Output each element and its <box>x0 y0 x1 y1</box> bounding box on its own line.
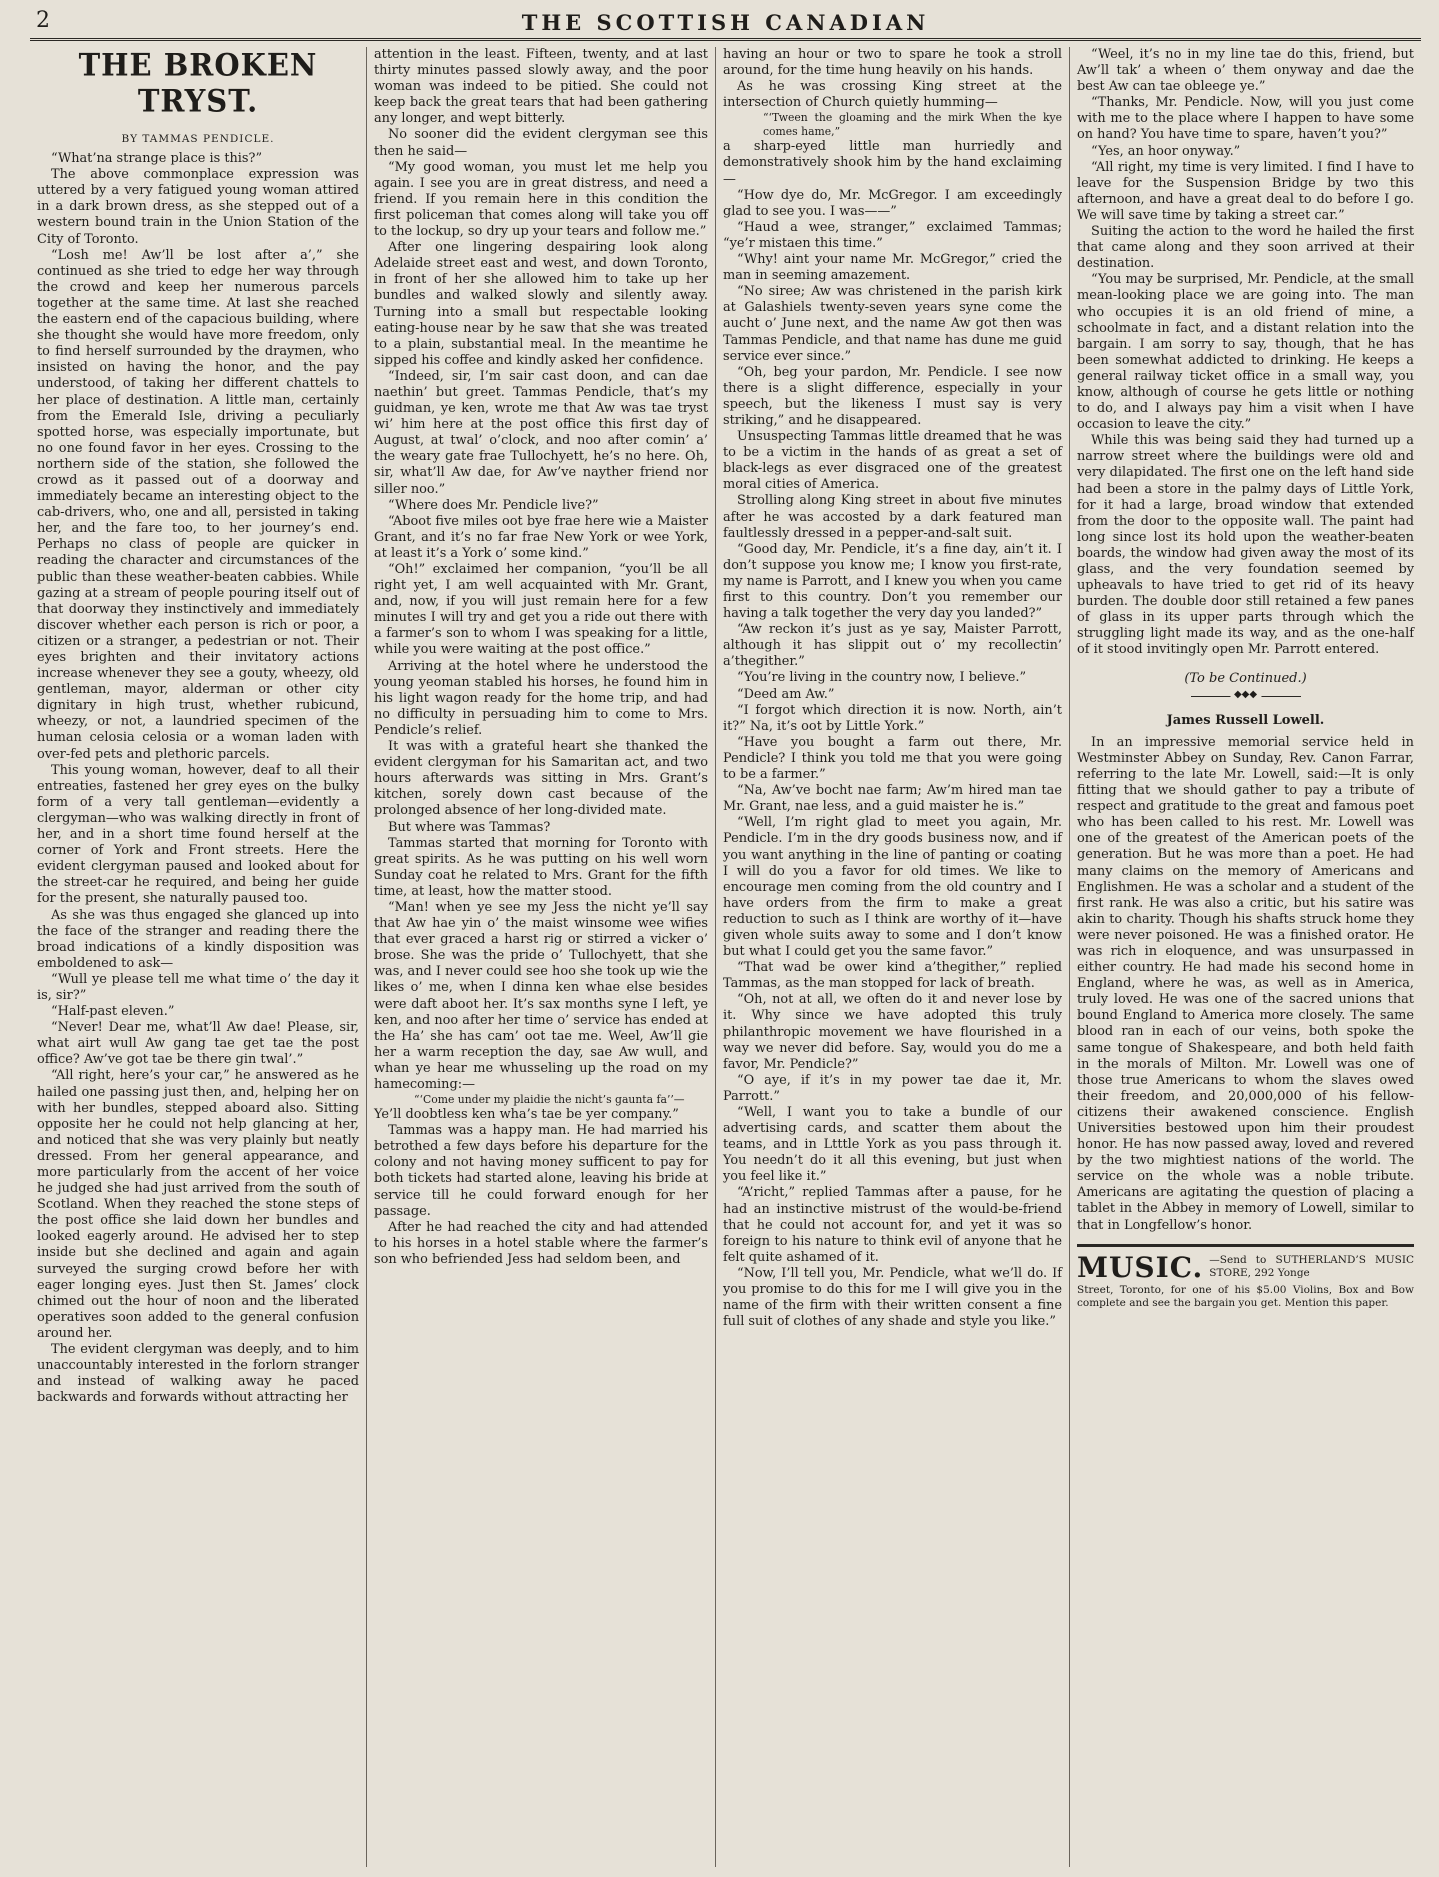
paragraph: It was with a grateful heart she thanked the evident clergyman for his Samaritan act, and two hours afterwards was sitting in Mrs. Grant’s kitchen, sorely down cast because of the prolonged absence of her long-divided mate. <box>374 739 708 819</box>
paragraph: “I forgot which direction it is now. North, ain’t it?” Na, it’s oot by Little York.” <box>723 702 1062 734</box>
masthead <box>30 8 1421 41</box>
column-4 <box>1070 47 1421 1867</box>
ornamental-rule <box>1191 688 1301 700</box>
lowell-article: In an impressive memorial service held in Westminster Abbey on Sunday, Rev. Canon Farrar, referring to the late Mr. Lowell, said:—It is only fitting that we should gather to pay a tribute of respect and gratitude to the great and famous poet who has been called to his rest. Mr. Lowell was one of the greatest of the American poets of the generation. But he was more than a poet. He had many claims on the memory of Americans and Englishmen. He was a scholar and a student of the first rank. He was also a critic, but his satire was akin to charity. Though his shafts struck home they were never poisoned. He was a finished orator. He was rich in eloquence, and was unsurpassed in either country. He had made his second home in England, where he was, as well as in America, truly loved. He was one of the sacred unions that bound England to America more closely. The same blood ran in each of our veins, both spoke the same tongue of Shakespeare, and both held faith in the morals of Milton. Mr. Lowell was one of those true Americans to whom the slaves owed their freedom, and 20,000,000 of his fellow-citizens their awakened conscience. English Universities bestowed upon him their proudest honor. He has now passed away, loved and revered by the two mightiest nations of the world. The service on the whole was a noble tribute. Americans are agitating the question of placing a tablet in the Abbey in memory of Lowell, similar to that in Longfellow’s honor. <box>1077 734 1414 1233</box>
paragraph: “Indeed, sir, I’m sair cast doon, and can dae naethin’ but greet. Tammas Pendicle, that’s my guidman, ye ken, wrote me that Aw was tae tryst wi’ him here at the post office this first day of August, at twal’ o’clock, and noo after comin’ a’ the weary gate frae Tullochyett, he’s no here. Oh, sir, what’ll Aw dae, for Aw’ve nayther friend nor siller noo.” <box>374 368 708 497</box>
paragraph: a sharp-eyed little man hurriedly and demonstratively shook him by the hand exclaiming— <box>723 139 1062 187</box>
paragraph: “Haud a wee, stranger,” exclaimed Tammas; “ye’r mistaen this time.” <box>723 219 1062 251</box>
paragraph: “Aw reckon it’s just as ye say, Maister Parrott, although it has slippit out o’ my recollectin’ a’thegither.” <box>723 622 1062 670</box>
paragraph: “Aboot five miles oot bye frae here wie a Maister Grant, and it’s no far frae New York or wee York, at least it’s a York o’ some kind.” <box>374 513 708 561</box>
paragraph: “All right, here’s your car,” he answered as he hailed one passing just then, and, helping her on with her bundles, stepped aboard also. Sitting opposite her he could not help glancing at her, and noticed that she was very plainly but neatly dressed. From her general appearance, and more particularly from the accent of her voice he judged she had just arrived from the south of Scotland. When they reached the stone steps of the post office she laid down her bundles and looked eagerly around. He advised her to step inside but she declined and again and again surveyed the surging crowd before her with eager longing eyes. Just then St. James’ clock chimed out the hour of noon and the liberated operatives soon added to the general confusion around her. <box>37 1068 359 1341</box>
paragraph: Ye’ll doobtless ken wha’s tae be yer company.” <box>374 1107 679 1123</box>
paragraph: “What’na strange place is this?” <box>51 151 263 167</box>
paragraph: “Oh, beg your pardon, Mr. Pendicle. I see now there is a slight difference, especially in your speech, but the likeness I must say is very striking,” and he disappeared. <box>723 364 1062 428</box>
paragraph: “Well, I want you to take a bundle of our advertising cards, and scatter them about the teams, and in Ltttle York as you pass through it. You needn’t do it all this evening, but just when you feel like it.” <box>723 1105 1062 1185</box>
ad-title: MUSIC. <box>1077 1250 1204 1284</box>
paragraph: “Why! aint your name Mr. McGregor,” cried the man in seeming amazement. <box>723 252 1062 284</box>
paragraph: “No siree; Aw was christened in the parish kirk at Galashiels twenty-seven years syne come the aucht o’ June next, and the name Aw got then was Tammas Pendicle, and that name has dune me guid service ever since.” <box>723 284 1062 364</box>
ad-header <box>1077 1250 1414 1284</box>
paragraph: As she was thus engaged she glanced up into the face of the stranger and reading there the broad indications of a kindly disposition was emboldened to ask— <box>37 907 359 971</box>
paragraph: While this was being said they had turned up a narrow street where the buildings were old and very dilapidated. The first one on the left hand side had been a store in the palmy days of Little York, for it had a large, broad window that extended from the door to the opposite wall. The paint had long since lost its hold upon the weather-beaten boards, the window had given away the most of its glass, and the very foundation seemed by upheavals to have tried to get rid of its heavy burden. The double door still retained a few panes of glass in its upper parts through which the struggling light made its way, and as the one-half of it stood invitingly open Mr. Parrott entered. <box>1077 433 1414 658</box>
paragraph: As he was crossing King street at the intersection of Church quietly humming— <box>723 79 1062 111</box>
story-headline: THE BROKEN TRYST. <box>78 47 318 120</box>
paragraph: Unsuspecting Tammas little dreamed that he was to be a victim in the hands of as great a set of black-legs as ever disgraced one of the greatest moral cities of America. <box>723 429 1062 493</box>
paragraph: “Have you bought a farm out there, Mr. Pendicle? I think you told me that you were going to be a farmer.” <box>723 734 1062 783</box>
paragraph: “How dye do, Mr. McGregor. I am exceedingly glad to see you. I was——” <box>723 187 1062 219</box>
newspaper-title: THE SCOTTISH CANADIAN <box>521 10 930 35</box>
paragraph: The above commonplace expression was uttered by a very fatigued young woman attired in a dark brown dress, as she stepped out of a western bound train in the Union Station of the City of Toronto. <box>37 167 359 247</box>
verse-line: “‘Come under my plaidie the nicht’s gaunta fa’’— <box>414 1093 685 1107</box>
column-1-text <box>37 151 359 1406</box>
verse-line: “‘Tween the gloaming and the mirk When the kye comes hame,” <box>763 111 1062 139</box>
paragraph: But where was Tammas? <box>388 819 551 835</box>
paragraph: “Half-past eleven.” <box>51 1004 175 1020</box>
paragraph: “Where does Mr. Pendicle live?” <box>388 497 599 513</box>
column-2 <box>367 47 716 1867</box>
paragraph: Tammas was a happy man. He had married his betrothed a few days before his departure for the colony and not having money sufficent to pay for both tickets had started alone, leaving his bride at service till he could forward enough for her passage. <box>374 1123 708 1219</box>
to-be-continued: (To be Continued.) <box>1184 670 1307 686</box>
paragraph: attention in the least. Fifteen, twenty, and at last thirty minutes passed slowly away, and the poor woman was indeed to be pitied. She could not keep back the great tears that had been gathering any longer, and wept bitterly. <box>374 47 708 127</box>
story-byline: BY TAMMAS PENDICLE. <box>121 133 275 145</box>
paragraph: “Losh me! Aw’ll be lost after a’,” she continued as she tried to edge her way through the crowd and keep her numerous parcels together at the same time. At last she reached the eastern end of the capacious building, where she thought she would have more freedom, only to find herself surrounded by the draymen, who insisted on having the honor, and the pay understood, of taking her different chattels to her place of destination. A little man, certainly from the Emerald Isle, driving a peculiarly spotted horse, was especially importunate, but no one found favor in her eyes. Crossing to the northern side of the station, she followed the crowd as it passed out of a doorway and immediately became an interesting object to the cab-drivers, who, one and all, persisted in taking her, and the fare too, to her journey’s end. Perhaps no class of people are quicker in reading the character and circumstances of the public than these weather-beaten cabbies. While gazing at a stream of people pouring itself out of that doorway they instinctively and immediately discover whether each person is rich or poor, a citizen or a stranger, a pedestrian or not. Their eyes brighten and their invitatory actions increase whenever they see a gouty, wheezy, old gentleman, mayor, alderman or other city dignitary in high trust, whether rubicund, wheezy, or not, a laundried specimen of the human celosia celosia or a woman laden with over-fed pets and plethoric parcels. <box>37 247 359 762</box>
paragraph: “Weel, it’s no in my line tae do this, friend, but Aw’ll tak’ a wheen o’ them onyway and dae the best Aw can tae obleege ye.” <box>1077 47 1414 95</box>
paragraph: “Man! when ye see my Jess the nicht ye’ll say that Aw hae yin o’ the maist winsome wee wifies that ever graced a harst rig or stirred a vicker o’ brose. She was the pride o’ Tullochyett, that she was, and I never could see hoo she took up wie the likes o’ me, when I dinna ken whae else besides were daft aboot her. It’s sax months syne I left, ye ken, and noo after her time o’ service has ended at the Ha’ she has cam’ oot tae me. Weel, Aw’ll gie her a warm reception the day, sae Aw wull, and whan ye hear me whusseling up the road on my hamecoming:— <box>374 899 708 1092</box>
ad-side-text: —Send to SUTHERLAND’S MUSIC STORE, 292 Yonge <box>1209 1253 1414 1279</box>
paragraph: “O aye, if it’s in my power tae dae it, Mr. Parrott.” <box>723 1072 1062 1104</box>
paragraph: Arriving at the hotel where he understood the young yeoman stabled his horses, he found him in his light wagon ready for the home trip, and had no difficulty in persuading him to come to Mrs. Pendicle’s relief. <box>374 658 708 738</box>
paragraph: “Never! Dear me, what’ll Aw dae! Please, sir, what airt wull Aw gang tae get tae the post office? Aw’ve got tae be there gin twal’.” <box>37 1020 359 1068</box>
paragraph: No sooner did the evident clergyman see this then he said— <box>374 127 708 159</box>
paragraph: “My good woman, you must let me help you again. I see you are in great distress, and need a friend. If you remain here in this condition the first policeman that comes along will take you off to the lockup, so dry up your tears and follow me.” <box>374 159 708 240</box>
paragraph: This young woman, however, deaf to all their entreaties, fastened her grey eyes on the bulky form of a very tall gentleman—evidently a clergyman—who was walking directly in front of her, and in a short time found herself at the corner of York and Front streets. Here the evident clergyman paused and looked about for the street-car he required, and being her guide for the present, she naturally paused too. <box>37 762 359 907</box>
page-number: 2 <box>36 8 50 33</box>
paragraph: After he had reached the city and had attended to his horses in a hotel stable where the farmer’s son who befriended Jess had seldom been, and <box>374 1219 708 1267</box>
lowell-heading: James Russell Lowell. <box>1166 712 1325 728</box>
column-3 <box>716 47 1070 1867</box>
paragraph: “Na, Aw’ve bocht nae farm; Aw’m hired man tae Mr. Grant, nae less, and a guid maister he is.” <box>723 783 1062 815</box>
paragraph: Strolling along King street in about five minutes after he was accosted by a dark featured man faultlessly dressed in a pepper-and-salt suit. <box>723 493 1062 541</box>
paragraph: “A’richt,” replied Tammas after a pause, for he had an instinctive mistrust of the would-be-friend that he could not account for, and yet it was so foreign to his nature to think evil of anyone that he felt quite ashamed of it. <box>723 1185 1062 1265</box>
columns <box>30 47 1421 1867</box>
paragraph: “Yes, an hoor onyway.” <box>1091 143 1241 159</box>
paragraph: “Oh, not at all, we often do it and never lose by it. Why since we have adopted this truly philanthropic movement we have flourished in a way we never did before. Say, would you do me a favor, Mr. Pendicle?” <box>723 992 1062 1072</box>
paragraph: “Thanks, Mr. Pendicle. Now, will you just come with me to the place where I happen to have some on hand? You have time to spare, haven’t you?” <box>1077 95 1414 143</box>
paragraph: “Well, I’m right glad to meet you again, Mr. Pendicle. I’m in the dry goods business now, and if you want anything in the line of panting or coating I will do you a favor for old times. We like to encourage men coming from the old country and I have orders from the firm to make a great reduction to such as I think are worthy of it—have given whole suits away to some and I don’t know but what I could get you the same favor.” <box>723 815 1062 960</box>
music-advertisement <box>1077 1244 1414 1312</box>
paragraph: having an hour or two to spare he took a stroll around, for the time hung heavily on his hands. <box>723 47 1062 79</box>
paragraph: The evident clergyman was deeply, and to him unaccountably interested in the forlorn stranger and instead of walking away he paced backwards and forwards without attracting her <box>37 1342 359 1406</box>
paragraph: After one lingering despairing look along Adelaide street east and west, and down Toronto, in front of her she allowed him to take up her bundles and walked slowly and silently away. Turning into a small but respectable looking eating-house near by he saw that she was treated to a plain, substantial meal. In the meantime he sipped his coffee and kindly asked her confidence. <box>374 240 708 368</box>
paragraph: “Now, I’ll tell you, Mr. Pendicle, what we’ll do. If you promise to do this for me I will give you in the name of the firm with their written consent a fine full suit of clothes of any shade and style you like.” <box>723 1265 1062 1330</box>
paragraph: Suiting the action to the word he hailed the first that came along and they soon arrived at their destination. <box>1077 224 1414 272</box>
paragraph: “All right, my time is very limited. I find I have to leave for the Suspension Bridge by two this afternoon, and have a great deal to do before I go. We will save time by taking a street car.” <box>1077 159 1414 223</box>
paragraph: “Good day, Mr. Pendicle, it’s a fine day, ain’t it. I don’t suppose you know me; I know you first-rate, my name is Parrott, and I knew you when you came first to this country. Don’t you remember our having a talk together the very day you landed?” <box>723 541 1062 622</box>
ad-body: Street, Toronto, for one of his $5.00 Violins, Box and Bow complete and see the bargain you get. Mention this paper. <box>1077 1283 1414 1310</box>
paragraph: “You’re living in the country now, I believe.” <box>737 670 1027 686</box>
paragraph: “Wull ye please tell me what time o’ the day it is, sir?” <box>37 971 359 1003</box>
paragraph: “Oh!” exclaimed her companion, “you’ll be all right yet, I am well acquainted with Mr. Grant, and, now, if you will just remain here for a few minutes I will try and get you a ride out there with a farmer’s son to whom I was speaking for a little, while you were waiting at the post office.” <box>374 562 708 658</box>
paragraph: “You may be surprised, Mr. Pendicle, at the small mean-looking place we are going into. The man who occupies it is an old friend of mine, a schoolmate in fact, and a distant relation into the bargain. I am sorry to say, though, that he has been somewhat addicted to drinking. He keeps a general railway ticket office in a small way, you know, although of course he gets little or nothing to do, and I always pay him a visit when I have occasion to leave the city.” <box>1077 272 1414 433</box>
paragraph: “That wad be ower kind a’thegither,” replied Tammas, as the man stopped for lack of breath. <box>723 960 1062 992</box>
column-1 <box>30 47 367 1867</box>
paragraph: “Deed am Aw.” <box>737 686 835 702</box>
rule-ornament-icon: ◆◆◆ <box>1230 687 1261 703</box>
paragraph: Tammas started that morning for Toronto with great spirits. As he was putting on his well worn Sunday coat he related to Mrs. Grant for the fifth time, at least, how the matter stood. <box>374 835 708 899</box>
